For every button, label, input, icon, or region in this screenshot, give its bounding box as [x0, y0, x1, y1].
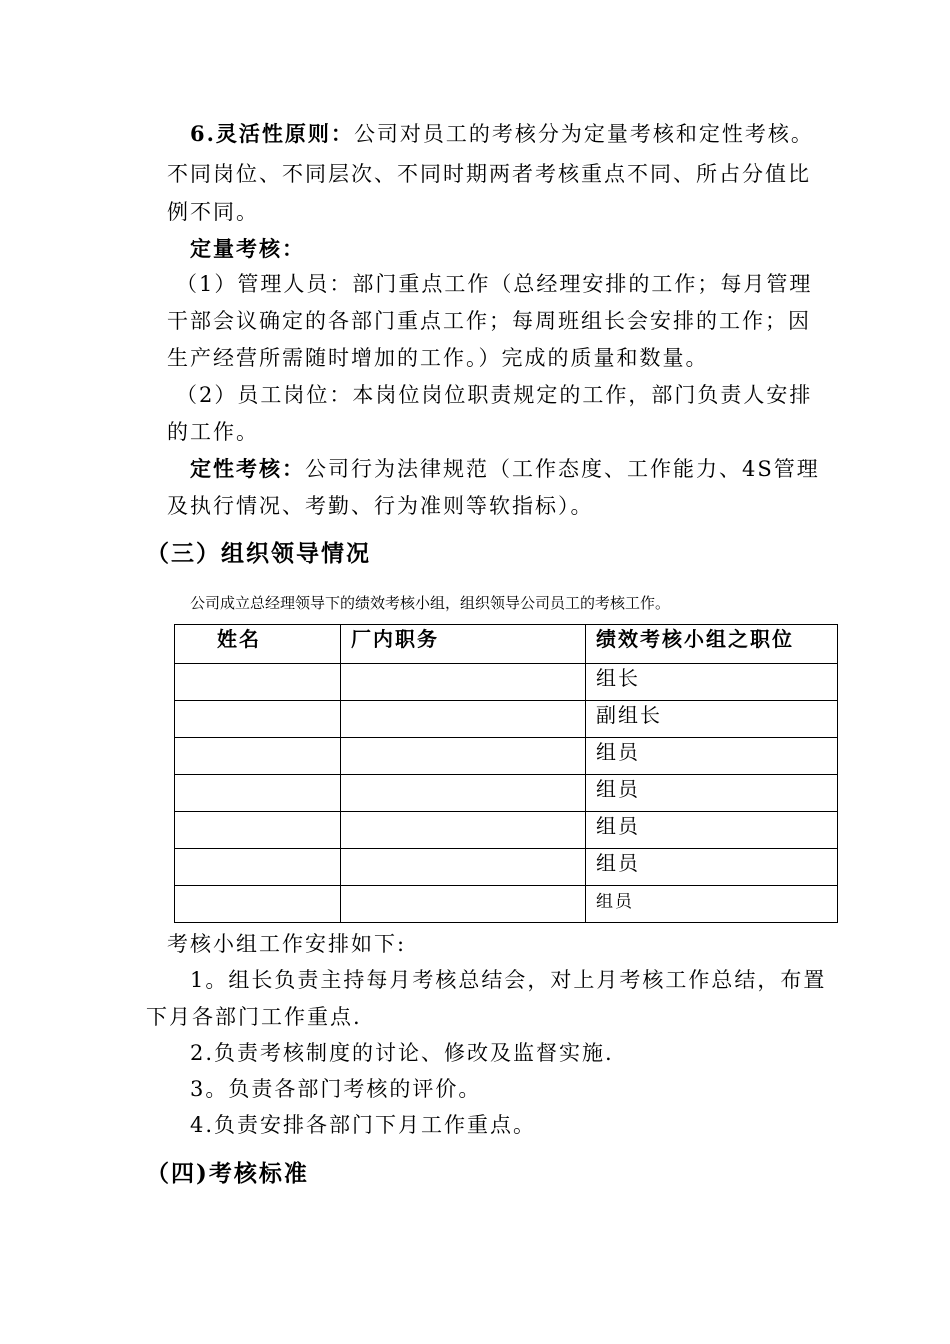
cell-name: [175, 775, 341, 812]
table-row: [175, 886, 838, 923]
principle-line-2: 不同岗位、不同层次、不同时期两者考核重点不同、所占分值比: [167, 162, 811, 186]
table-row: [175, 701, 838, 738]
quantitative-item1-line1: （1）管理人员：部门重点工作（总经理安排的工作；每月管理: [176, 272, 813, 296]
cell-team-role: [586, 664, 838, 701]
principle-line-1: [190, 122, 814, 146]
arrangement-item1-line1: 1。组长负责主持每月考核总结会，对上月考核工作总结，布置: [190, 968, 827, 992]
cell-team-role: [586, 849, 838, 886]
quantitative-title: 定量考核：: [190, 236, 305, 261]
header-name-label: 姓名: [217, 627, 261, 651]
cell-name: [175, 886, 341, 923]
section3-heading: （三）组织领导情况: [146, 540, 371, 567]
cell-team-role-text: 组员: [596, 814, 640, 838]
cell-team-role: [586, 886, 838, 923]
cell-factory-position: [341, 886, 586, 923]
principle-line-3: 例不同。: [167, 200, 259, 224]
cell-factory-position: [341, 664, 586, 701]
cell-name: [175, 701, 341, 738]
header-factory-position-label: 厂内职务: [351, 627, 439, 651]
cell-team-role-text: 组员: [596, 777, 640, 801]
cell-factory-position: [341, 849, 586, 886]
qualitative-line-2: 及执行情况、考勤、行为准则等软指标）。: [167, 494, 594, 518]
cell-factory-position: [341, 701, 586, 738]
arrangement-item4: 4.负责安排各部门下月工作重点。: [190, 1113, 537, 1137]
cell-team-role-text: 副组长: [596, 703, 662, 727]
header-team-role-label: 绩效考核小组之职位: [596, 627, 794, 651]
arrangement-intro: 考核小组工作安排如下:: [167, 932, 407, 956]
qualitative-text: 公司行为法律规范（工作态度、工作能力、4S管理: [305, 457, 820, 481]
cell-name: [175, 849, 341, 886]
table-row: [175, 775, 838, 812]
cell-name: [175, 738, 341, 775]
principle-text: 公司对员工的考核分为定量考核和定性考核。: [353, 122, 814, 146]
section3-intro: 公司成立总经理领导下的绩效考核小组，组织领导公司员工的考核工作。: [190, 594, 671, 612]
table-row: [175, 812, 838, 849]
table-header-row: [175, 625, 838, 664]
table-row: [175, 849, 838, 886]
cell-team-role: [586, 812, 838, 849]
cell-team-role-text: 组员: [596, 851, 640, 875]
header-name: [175, 625, 341, 664]
header-factory-position: [341, 625, 586, 664]
arrangement-item3: 3。负责各部门考核的评价。: [190, 1077, 482, 1101]
cell-team-role-text: 组员: [596, 892, 634, 912]
team-table: [174, 624, 838, 923]
quantitative-item2-line1: （2）员工岗位：本岗位岗位职责规定的工作，部门负责人安排: [176, 383, 813, 407]
cell-factory-position: [341, 738, 586, 775]
cell-team-role-text: 组员: [596, 740, 640, 764]
section4-heading: （四)考核标准: [146, 1160, 309, 1187]
cell-factory-position: [341, 775, 586, 812]
quantitative-item2-line2: 的工作。: [167, 420, 259, 444]
table-row: [175, 664, 838, 701]
cell-factory-position: [341, 812, 586, 849]
qualitative-title: 定性考核：: [190, 456, 305, 481]
cell-team-role-text: 组长: [596, 666, 640, 690]
qualitative-line-1: [190, 457, 820, 481]
table-row: [175, 738, 838, 775]
cell-team-role: [586, 738, 838, 775]
quantitative-item1-line2: 干部会议确定的各部门重点工作；每周班组长会安排的工作；因: [167, 309, 811, 333]
header-team-role: [586, 625, 838, 664]
arrangement-item2: 2.负责考核制度的讨论、修改及监督实施.: [190, 1041, 614, 1065]
quantitative-item1-line3: 生产经营所需随时增加的工作。）完成的质量和数量。: [167, 346, 709, 370]
cell-team-role: [586, 701, 838, 738]
cell-name: [175, 664, 341, 701]
arrangement-item1-line2: 下月各部门工作重点.: [146, 1005, 362, 1029]
principle-title: 6.灵活性原则：: [190, 121, 354, 146]
cell-name: [175, 812, 341, 849]
cell-team-role: [586, 775, 838, 812]
